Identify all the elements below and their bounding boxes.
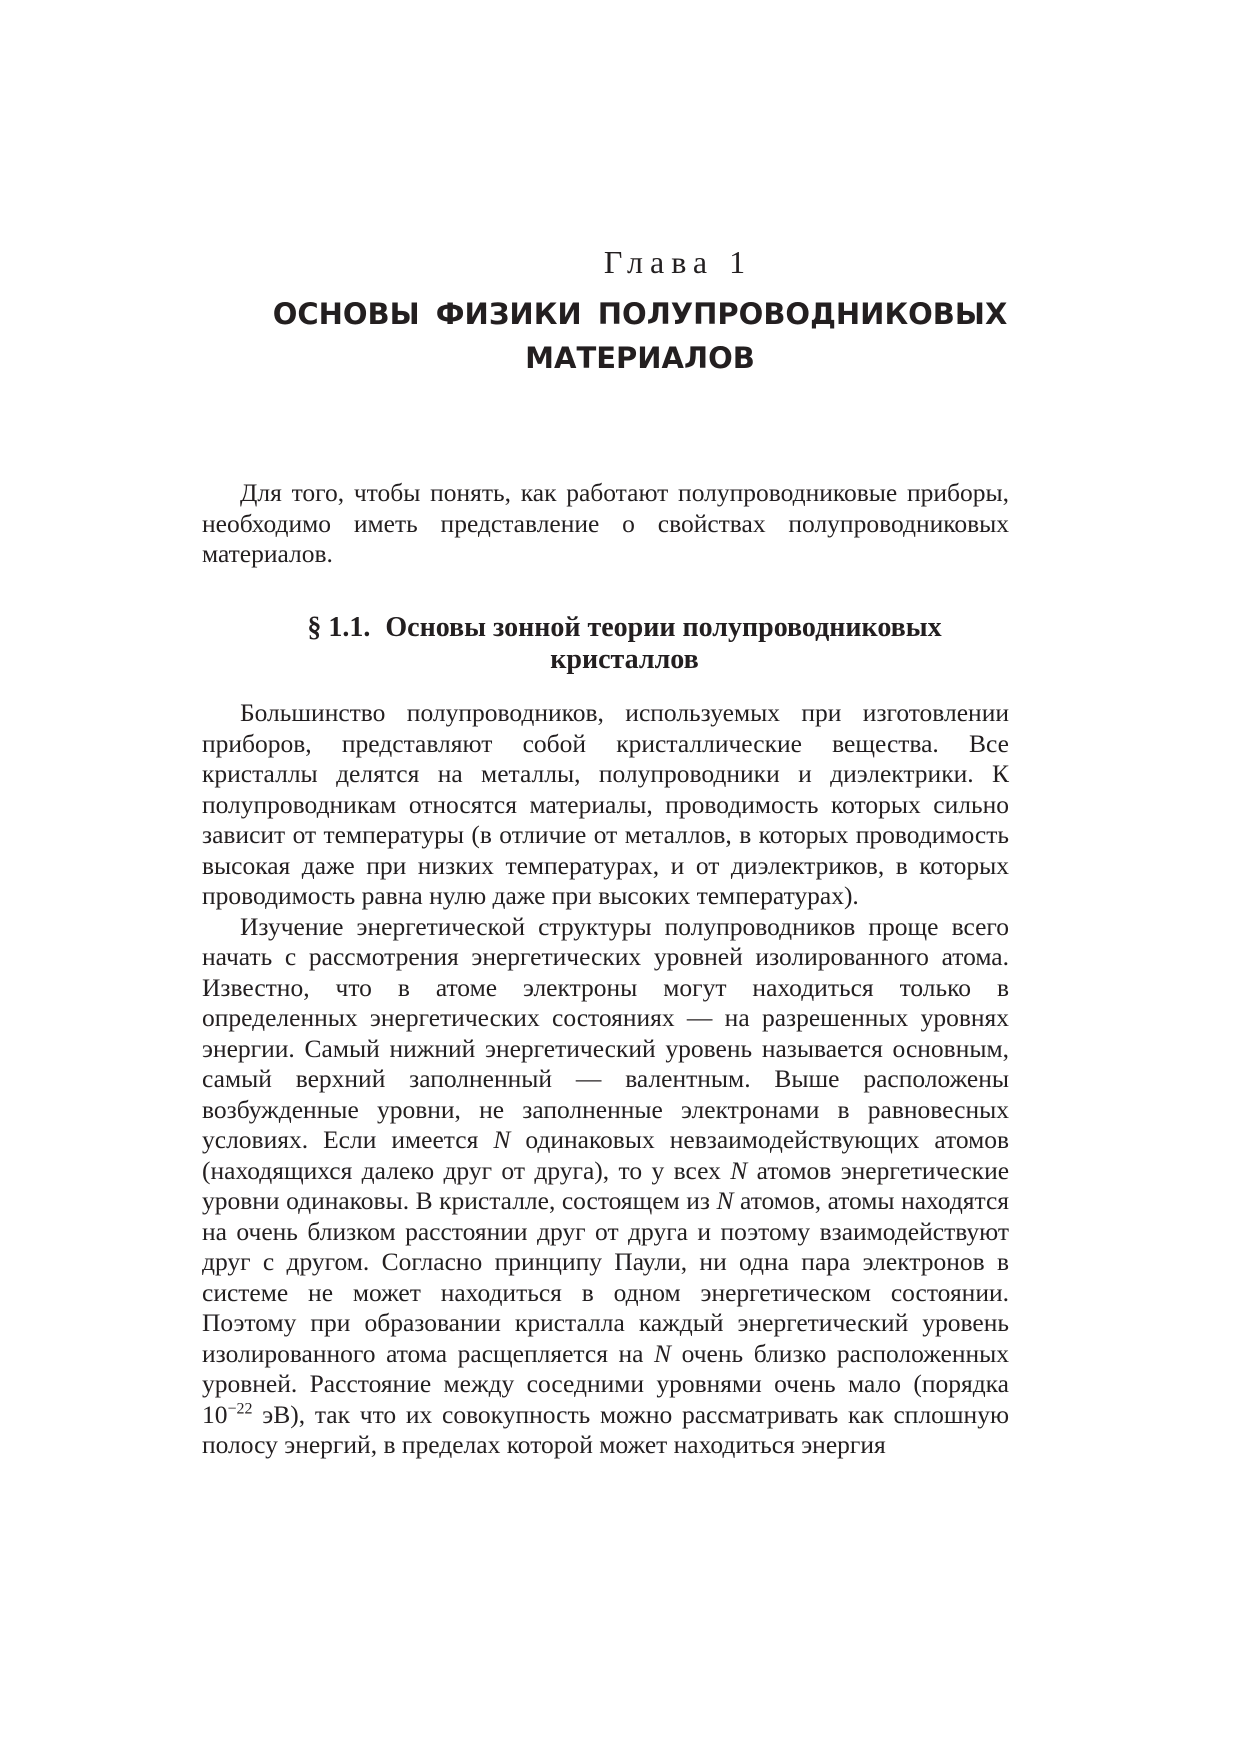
chapter-label: Глава 1 <box>603 244 753 280</box>
section-title: Основы зонной теории полупроводниковых кристаллов <box>385 612 942 675</box>
paragraph-2-part-a: Изучение энергетической структуры полупроводников проще всего начать с рассмотрения энергетических уровней изолированного атома. Известно, что в атоме электроны могут находиться только в определенных энергетических состояниях — на разрешенных уровнях энергии. Самый нижний энергетический уровень называется основным, самый верхний заполненный — валентным. Выше расположены возбужденные уровни, не заполненные электронами в равновесных условиях. Если имеется <box>202 911 1009 1154</box>
paragraph-2-part-f: эВ), так что их совокупность можно рассматривать как сплошную полосу энергий, в пределах которой может находиться энергия <box>202 1399 1010 1459</box>
paragraph-2-part-c: атомов энергетические уровни одинаковы. В кристалле, состоящем из <box>202 1155 1010 1215</box>
power-base: 10 <box>202 1399 228 1429</box>
paragraph-1: Большинство полупроводников, используемых при изготовлении приборов, представляют собой кристаллические вещества. Все кристаллы делятся на металлы, полупроводники и диэлектрики. К полупроводникам относятся материалы, проводимость которых сильно зависит от температуры (в отличие от металлов, в которых проводимость высокая даже при низких температурах, и от диэлектриков, в которых проводимость равна нулю даже при высоких температурах). <box>202 698 1009 910</box>
variable-n: N <box>493 1125 511 1154</box>
section-heading <box>202 612 1009 676</box>
variable-n: N <box>654 1338 672 1368</box>
paragraph-2 <box>202 912 1009 1461</box>
chapter-title: ОСНОВЫ ФИЗИКИ ПОЛУПРОВОДНИКОВЫХ МАТЕРИАЛОВ <box>272 297 1008 375</box>
body-text <box>202 698 1009 1461</box>
paragraph-2-part-d: атомов, атомы находятся на очень близком расстоянии друг от друга и поэтому взаимодействуют друг с другом. Согласно принципу Паули, ни одна пара электронов в системе не может находиться в одном энергетическом состоянии. Поэтому при образовании кристалла каждый энергетический уровень изолированного атома расщепляется на <box>202 1186 1010 1368</box>
power-of-ten <box>202 1400 253 1429</box>
variable-n: N <box>716 1186 734 1215</box>
intro-paragraph <box>202 478 1009 570</box>
section-number: § 1.1. <box>307 612 371 643</box>
variable-n: N <box>730 1155 748 1185</box>
power-exponent: −22 <box>227 1400 253 1417</box>
paragraph-2-part-b: одинаковых невзаимодействующих атомов (находящихся далеко друг от друга), то у всех <box>202 1125 1010 1185</box>
intro-text: Для того, чтобы понять, как работают полупроводниковые приборы, необходимо иметь представление о свойствах полупроводниковых материалов. <box>202 478 1009 568</box>
paragraph-2-part-e: очень близко расположенных уровней. Расстояние между соседними уровнями очень мало (порядка <box>202 1338 1009 1398</box>
